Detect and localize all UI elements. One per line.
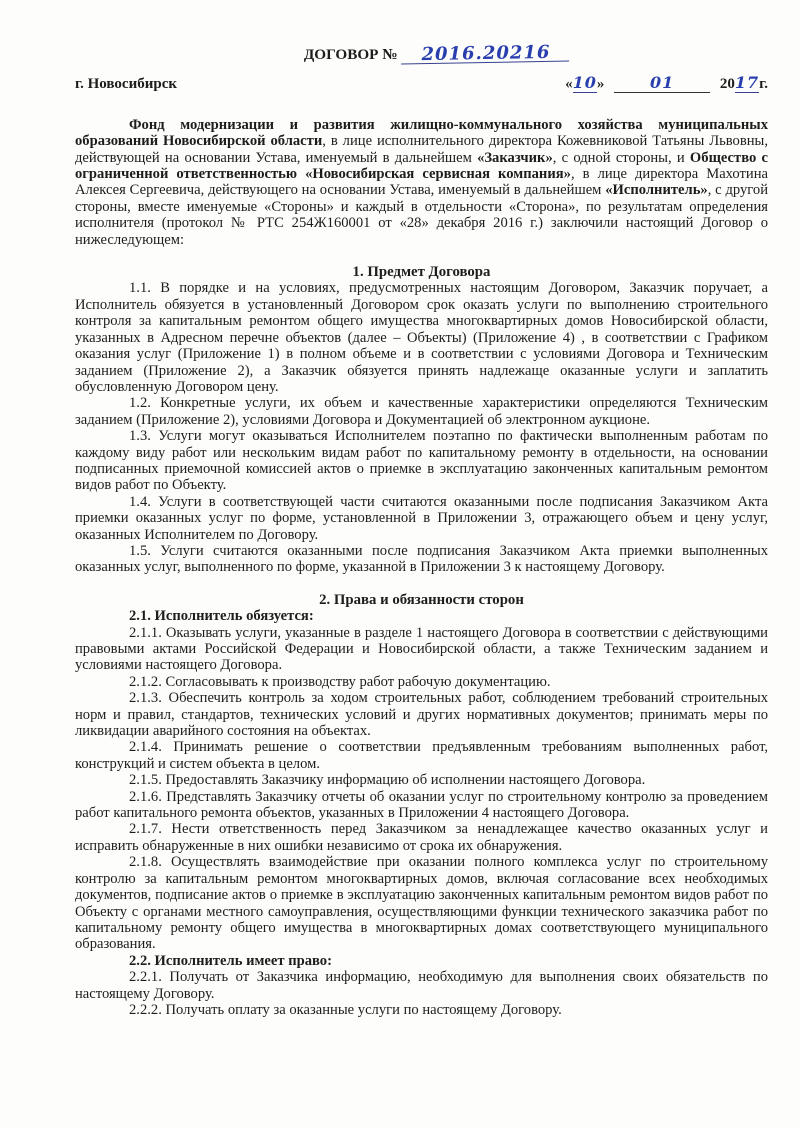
preamble-segment: «Исполнитель» [605, 182, 708, 199]
day-close-quote: » [596, 76, 605, 93]
city-date-row [75, 75, 768, 92]
clause-paragraph: 2.1.6. Представлять Заказчику отчеты об оказании услуг по строительному контролю за проведением работ капитального ремонта объектов, указанных в Приложении 4 настоящего Договора. [75, 788, 768, 822]
preamble [75, 117, 768, 248]
section-heading: 1. Предмет Договора [352, 264, 491, 281]
preamble-segment: Фонд модернизации и развития жилищно-коммунального хозяйства муниципальных образований Новосибирской области [75, 116, 768, 150]
clause-paragraph: 2.1.8. Осуществлять взаимодействие при оказании полного комплекса услуг по строительному контролю за капитальным ремонтом многоквартирных домов, включая согласование всех необходимых документов, подписание актов о приемке в эксплуатацию законченных капитальным ремонтом видов работ по Объекту с органами местного самоуправления, осуществляющими функции технического заказчика работ по капитальному ремонту общего имущества в многоквартирных домах соответствующего муниципального образования. [75, 854, 768, 953]
clause-subheading: 2.1. Исполнитель обязуется: [129, 608, 314, 625]
contract-number-handwritten: 2016.20216 [401, 45, 569, 65]
clause-paragraph: 2.2.1. Получать от Заказчика информацию, необходимую для выполнения своих обязательств по настоящему Договору. [75, 969, 768, 1002]
month-handwritten: 01 [614, 75, 710, 92]
clause-paragraph: 1.3. Услуги могут оказываться Исполнителем поэтапно по фактически выполненным работам по каждому виду работ или нескольким видам работ по капитальному ремонту в отдельности, на основании подписанных приемочной комиссией актов о приемке в эксплуатацию законченных капитальным ремонтом видов работ по Объекту. [75, 428, 768, 494]
clause-paragraph: 1.4. Услуги в соответствующей части считаются оказанными после подписания Заказчиком Акта приемки оказанных услуг по форме, установленной в Приложении 3, отражающего объем и цену услуг, оказанных Исполнителем по Договору. [75, 493, 768, 543]
clause-paragraph: 2.2.2. Получать оплату за оказанные услуги по настоящему Договору. [129, 1001, 562, 1018]
year-prefix: 20 [719, 76, 735, 93]
contract-title-label: ДОГОВОР № [303, 46, 398, 63]
contract-title [105, 41, 768, 66]
preamble-segment: , в лице исполнительного директора Кожевниковой Татьяны Львовны, действующей на основании Устава, именуемый в дальнейшем [75, 133, 768, 166]
preamble-segment: , с другой стороны, вместе именуемые «Стороны» и каждый в отдельности «Сторона», по результатам определения исполнителя (протокол № РТС 254Ж160001 от «28» декабря 2016 г.) заключили настоящий Договор о нижеследующем: [75, 182, 769, 248]
clause-paragraph: 2.1.7. Нести ответственность перед Заказчиком за ненадлежащее качество оказанных услуг и исправить обнаруженные в них ошибки независимо от срока их обнаружения. [75, 821, 768, 854]
clause-paragraph: 1.5. Услуги считаются оказанными после подписания Заказчиком Акта приемки выполненных оказанных услуг, выполненного по форме, указанной в Приложении 3 к настоящему Договору. [75, 542, 768, 576]
clause-paragraph: 2.1.3. Обеспечить контроль за ходом строительных работ, соблюдением требований строительных норм и правил, стандартов, технических условий и других нормативных документов; принимать меры по ликвидации аварийного состояния на объектах. [75, 690, 768, 740]
clause-paragraph: 1.1. В порядке и на условиях, предусмотренных настоящим Договором, Заказчик поручает, а Исполнитель обязуется в установленный Договором срок оказать услуги по выполнению строительного контроля за капитальным ремонтом общего имущества многоквартирных домов Новосибирской области, указанных в Адресном перечне объектов (далее – Объекты) (Приложение 4) , в соответствии с Графиком оказания услуг (Приложение 1) в полном объеме и в соответствии с условиями Договора и Техническим заданием (Приложение 2), а Заказчик обязуется принять надлежаще оказанные услуги и заплатить обусловленную Договором цену. [75, 280, 768, 395]
clause-paragraph: 1.2. Конкретные услуги, их объем и качественные характеристики определяются Техническим заданием (Приложение 2), условиями Договора и Документацией об электронном аукционе. [75, 395, 768, 428]
section-heading: 2. Права и обязанности сторон [319, 591, 524, 608]
year-suffix-label: г. [759, 76, 768, 93]
preamble-segment: Общество с ограниченной ответственностью «Новосибирская сервисная компания» [75, 149, 768, 183]
clause-paragraph: 2.1.5. Предоставлять Заказчику информацию об исполнении настоящего Договора. [129, 772, 646, 789]
preamble-segment: «Заказчик» [477, 149, 553, 166]
preamble-segment: , в лице директора Махотина Алексея Сергеевича, действующего на основании Устава, именуемый в дальнейшем [75, 166, 768, 199]
clause-paragraph: 2.1.4. Принимать решение о соответствии предъявленным требованиям выполненных работ, конструкций и систем объекта в целом. [75, 739, 768, 772]
preamble-segment: , с одной стороны, и [552, 149, 690, 166]
day-open-quote: « [565, 76, 573, 93]
clause-paragraph: 2.1.2. Согласовывать к производству работ рабочую документацию. [129, 673, 551, 690]
clause-paragraph: 2.1.1. Оказывать услуги, указанные в разделе 1 настоящего Договора в соответствии с действующими правовыми актами Российской Федерации и Новосибирской области, а также Техническим заданием и условиями настоящего Договора. [75, 624, 768, 674]
clause-subheading: 2.2. Исполнитель имеет право: [129, 952, 332, 969]
date-field [565, 75, 768, 92]
year-handwritten: 17 [734, 73, 760, 93]
day-handwritten: 10 [572, 73, 597, 93]
city-label: г. Новосибирск [75, 76, 177, 93]
contract-body [75, 264, 768, 1018]
